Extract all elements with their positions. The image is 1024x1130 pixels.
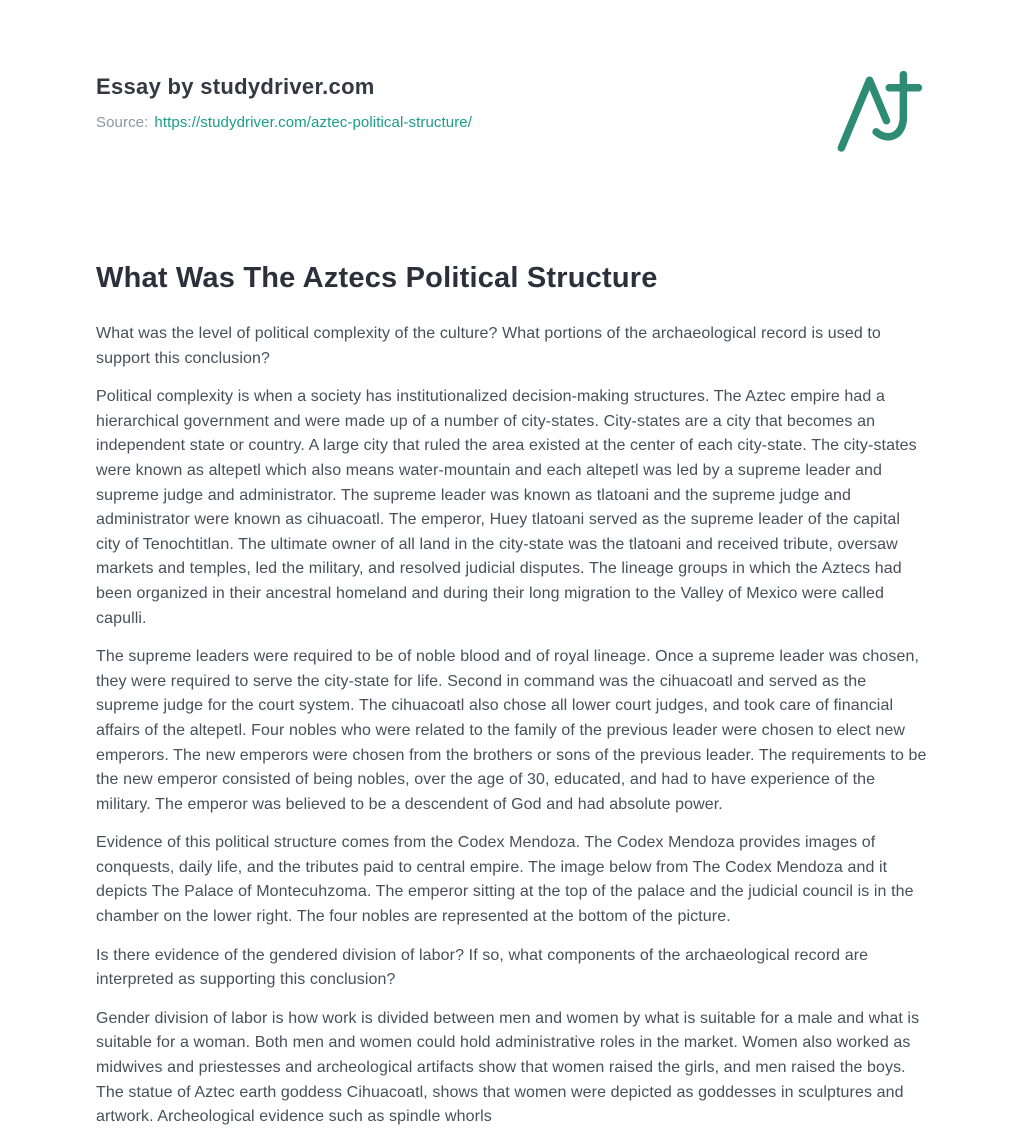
essay-paragraph: Gender division of labor is how work is divided between men and women by what is suitable for a male and what is suitable for a woman. Both men and women could hold administrative roles in the market. Women also worked as midwives and priestesses and archeological artifacts show that women raised the girls, and men raised the boys. The statue of Aztec earth goddess Cihuacoatl, shows that women were depicted as goddesses in sculptures and artwork. Archeological evidence such as spindle whorls (96, 1009, 920, 1126)
header-text (96, 74, 472, 131)
essay-body (96, 322, 928, 1130)
essay-paragraph: What was the level of political complexity of the culture? What portions of the archaeological record is used to support this conclusion? (96, 325, 881, 367)
essay-paragraph: The supreme leaders were required to be of noble blood and of royal lineage. Once a supreme leader was chosen, they were required to serve the city-state for life. Second in command was the cihuacoatl and served as the supreme judge for the court system. The cihuacoatl also chose all lower court judges, and took care of financial affairs of the altepetl. Four nobles who were related to the family of the previous leader were chosen to elect new emperors. The new emperors were chosen from the brothers or sons of the previous leader. The requirements to be the new emperor consisted of being nobles, over the age of 30, educated, and had to have experience of the military. The emperor was believed to be a descendent of God and had absolute power. (96, 648, 927, 813)
studydriver-logo-icon (830, 68, 926, 162)
source-link[interactable]: https://studydriver.com/aztec-political-structure/ (154, 114, 473, 131)
essay-paragraph: Evidence of this political structure comes from the Codex Mendoza. The Codex Mendoza provides images of conquests, daily life, and the tributes paid to central empire. The image below from The Codex Mendoza and it depicts The Palace of Montecuhzoma. The emperor sitting at the top of the palace and the judicial council is in the chamber on the lower right. The four nobles are represented at the bottom of the picture. (96, 834, 914, 926)
essay-paragraph: Political complexity is when a society has institutionalized decision-making structures. The Aztec empire had a hierarchical government and were made up of a number of city-states. City-states are a city that becomes an independent state or country. A large city that ruled the area existed at the center of each city-state. The city-states were known as altepetl which also means water-mountain and each altepetl was led by a supreme leader and supreme judge and administrator. The supreme leader was known as tlatoani and the supreme judge and administrator were known as cihuacoatl. The emperor, Huey tlatoani served as the supreme leader of the capital city of Tenochtitlan. The ultimate owner of all land in the city-state was the tlatoani and received tribute, oversaw markets and temples, led the military, and resolved judicial disputes. The lineage groups in which the Aztecs had been organized in their ancestral homeland and during their long migration to the Valley of Mexico were called capulli. (96, 388, 917, 627)
essay-title: What Was The Aztecs Political Structure (96, 262, 658, 294)
source-label: Source: (96, 114, 149, 131)
byline: Essay by studydriver.com (96, 74, 375, 99)
source-line (96, 114, 472, 131)
header (96, 74, 928, 162)
essay-paragraph: Is there evidence of the gendered division of labor? If so, what components of the archaeological record are interpreted as supporting this conclusion? (96, 946, 869, 989)
essay-main (96, 258, 928, 1130)
